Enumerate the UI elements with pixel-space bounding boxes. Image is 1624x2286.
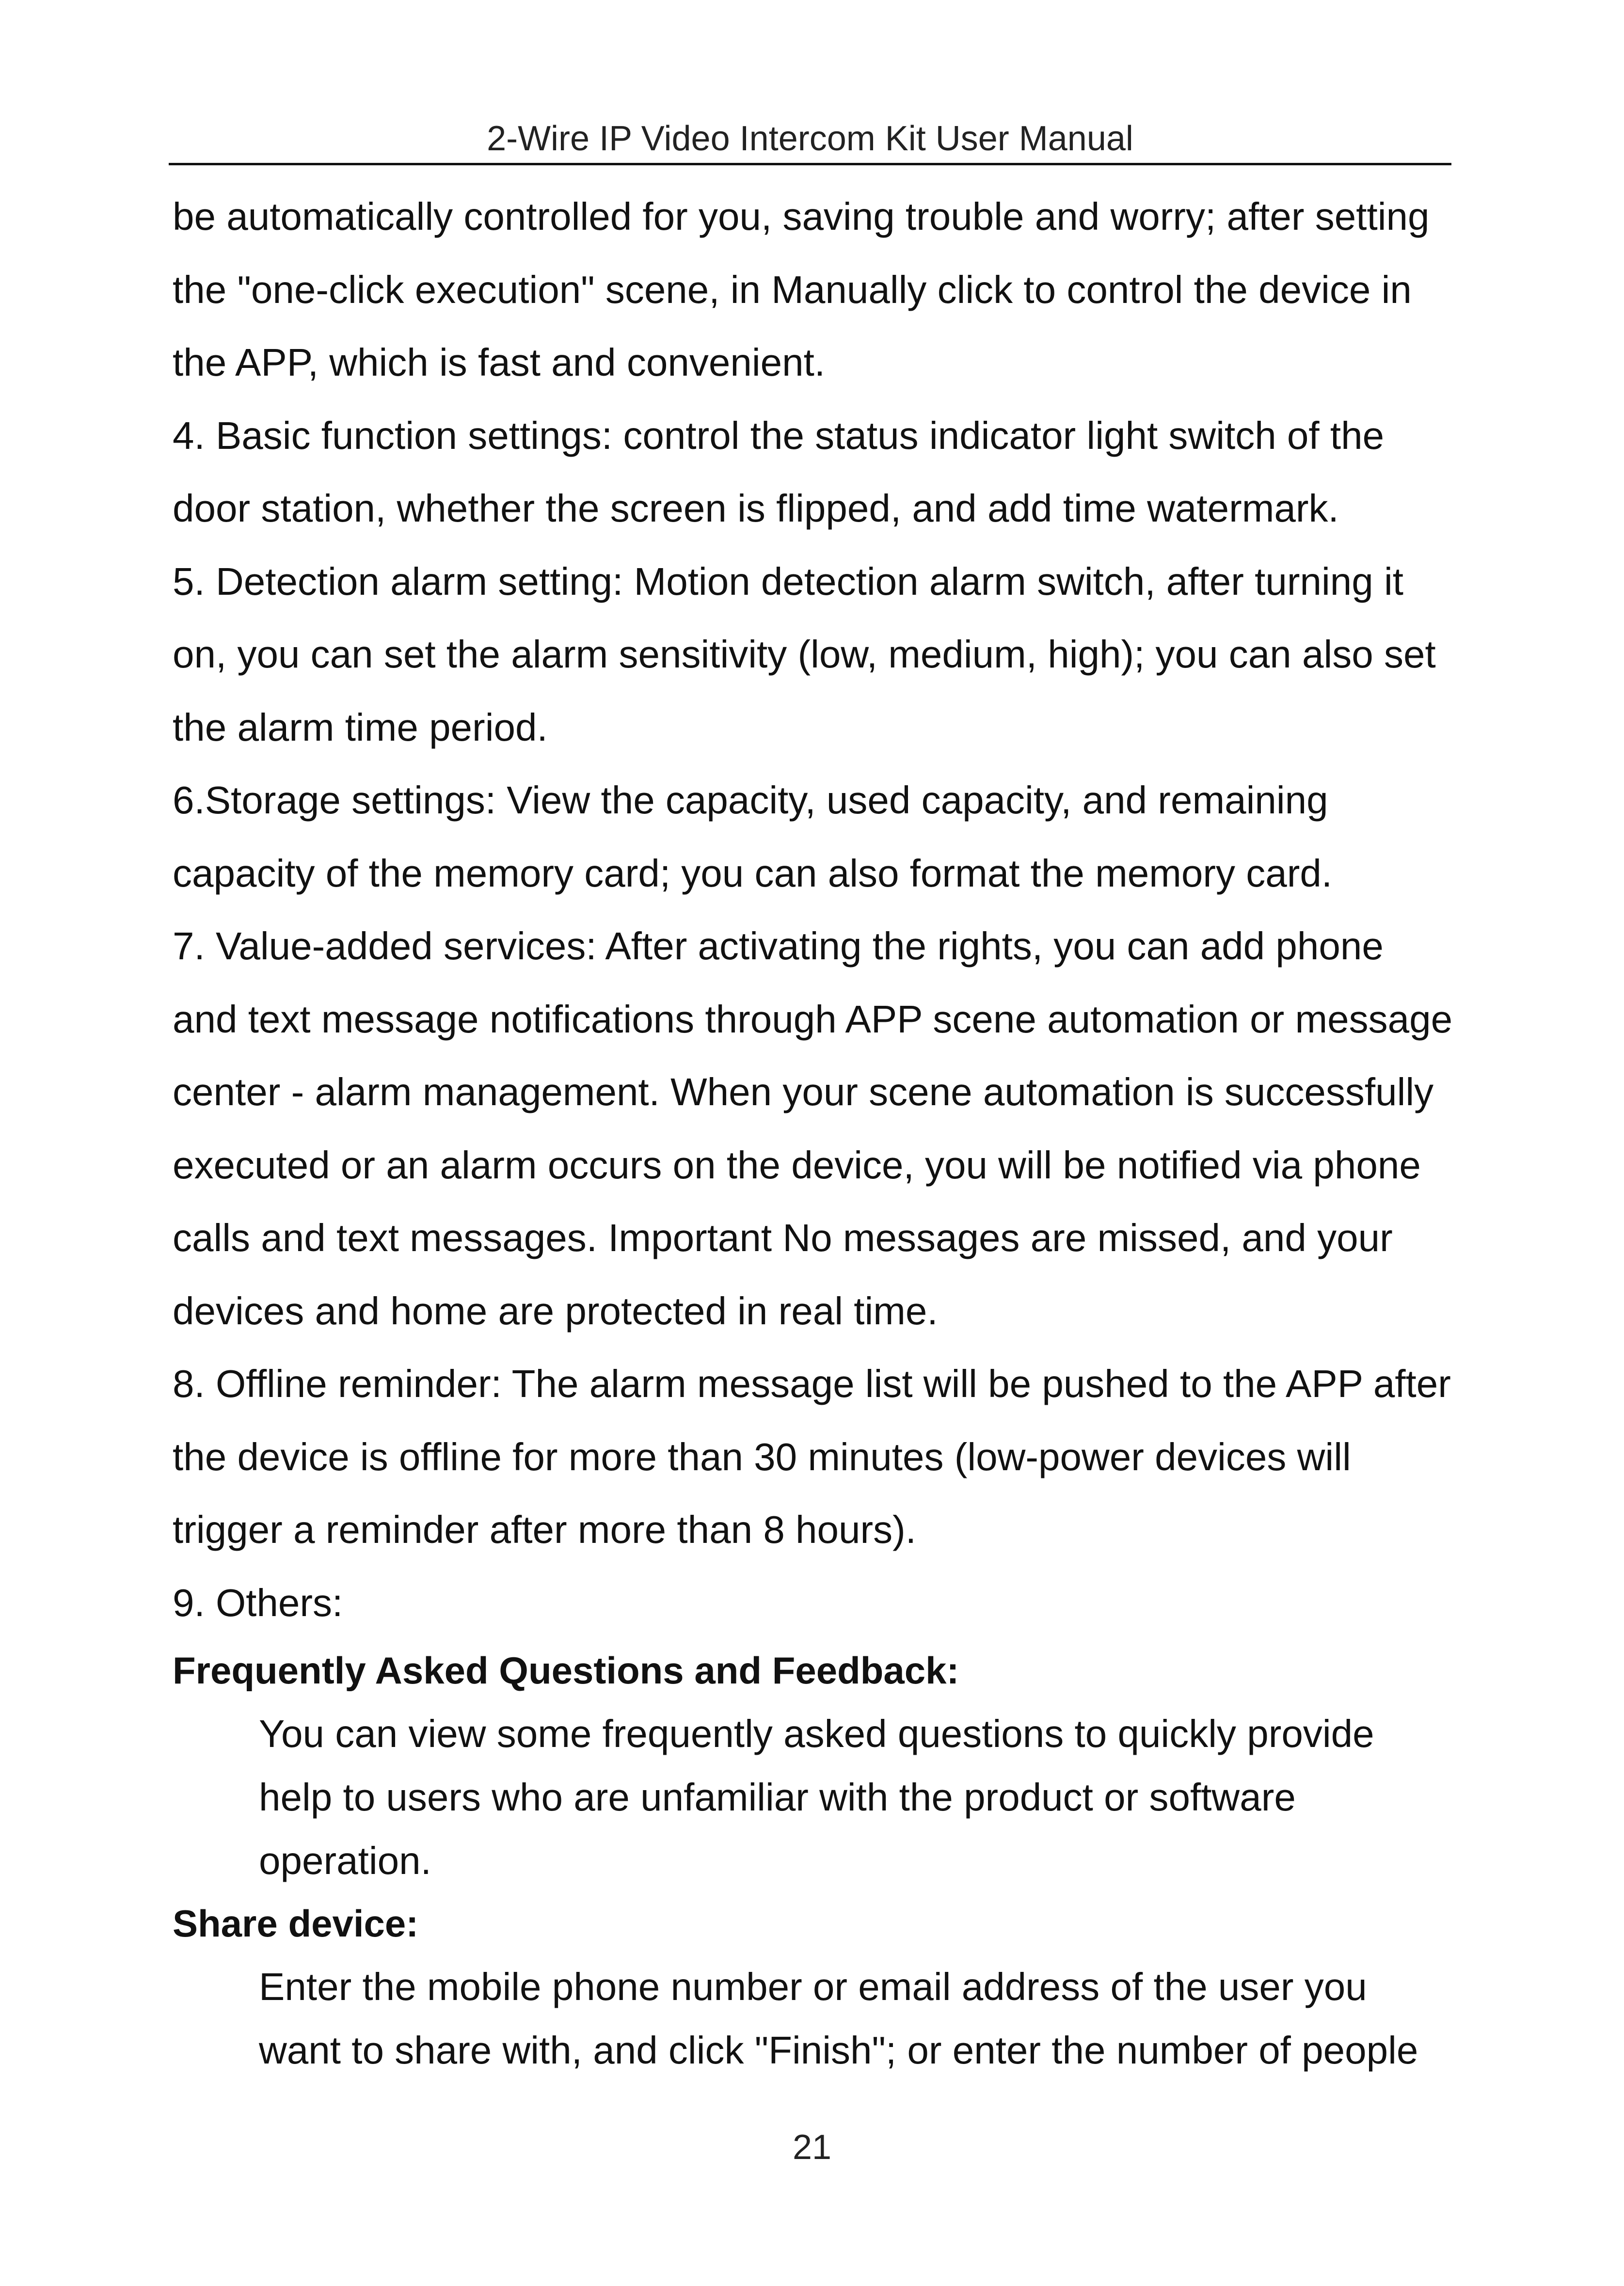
body-line: center - alarm management. When your scene automation is successfully — [173, 1070, 1434, 1113]
body-line: the APP, which is fast and convenient. — [173, 341, 826, 384]
share-device-line: Enter the mobile phone number or email address of the user you — [259, 1965, 1367, 2008]
faq-line: operation. — [259, 1839, 431, 1882]
body-line: on, you can set the alarm sensitivity (low, medium, high); you can also set — [173, 633, 1436, 676]
body-line: the device is offline for more than 30 minutes (low-power devices will — [173, 1435, 1351, 1478]
body-line: capacity of the memory card; you can also format the memory card. — [173, 851, 1333, 895]
header-divider — [169, 163, 1451, 165]
share-device-heading: Share device: — [173, 1902, 419, 1945]
faq-line: You can view some frequently asked questions to quickly provide — [259, 1712, 1374, 1755]
body-line: trigger a reminder after more than 8 hours). — [173, 1508, 917, 1551]
body-line: 4. Basic function settings: control the status indicator light switch of the — [173, 413, 1385, 457]
body-line: devices and home are protected in real time. — [173, 1289, 938, 1333]
page-number: 21 — [792, 2128, 832, 2167]
body-line: 5. Detection alarm setting: Motion detection alarm switch, after turning it — [173, 559, 1403, 603]
body-line: calls and text messages. Important No messages are missed, and your — [173, 1216, 1393, 1259]
share-device-line: want to share with, and click "Finish"; or enter the number of people — [259, 2029, 1418, 2072]
body-line: the "one-click execution" scene, in Manually click to control the device in — [173, 268, 1412, 311]
faq-line: help to users who are unfamiliar with the product or software — [259, 1776, 1296, 1819]
body-line: the alarm time period. — [173, 705, 548, 749]
body-line: and text message notifications through APP scene automation or message — [173, 997, 1453, 1041]
body-line: executed or an alarm occurs on the device, you will be notified via phone — [173, 1143, 1421, 1187]
running-header: 2-Wire IP Video Intercom Kit User Manual — [487, 119, 1133, 158]
body-line: 9. Others: — [173, 1581, 343, 1624]
body-line: door station, whether the screen is flipped, and add time watermark. — [173, 487, 1339, 530]
faq-heading: Frequently Asked Questions and Feedback: — [173, 1649, 959, 1692]
page-body — [173, 180, 1481, 2082]
body-line: 7. Value-added services: After activating the rights, you can add phone — [173, 924, 1384, 968]
body-line: be automatically controlled for you, saving trouble and worry; after setting — [173, 195, 1430, 238]
body-line: 6.Storage settings: View the capacity, used capacity, and remaining — [173, 778, 1328, 822]
body-line: 8. Offline reminder: The alarm message list will be pushed to the APP after — [173, 1362, 1451, 1405]
